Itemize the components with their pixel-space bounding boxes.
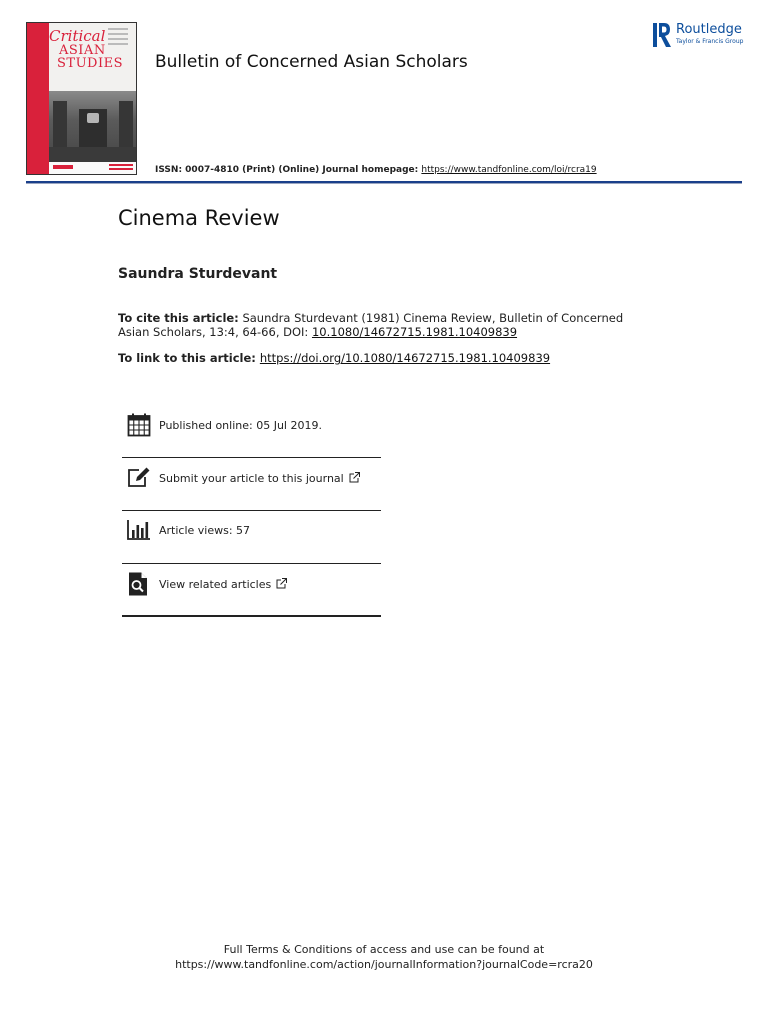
cover-title-line1: Critical (49, 27, 106, 45)
journal-cover (26, 22, 137, 175)
published-online-text: Published online: 05 Jul 2019. (159, 419, 322, 432)
info-divider (122, 563, 381, 564)
info-divider (122, 615, 381, 617)
edit-icon (127, 466, 151, 490)
routledge-r-icon (653, 22, 671, 48)
submit-article-link[interactable] (159, 472, 360, 485)
journal-title: Bulletin of Concerned Asian Scholars (155, 52, 468, 72)
article-doi-link[interactable]: https://doi.org/10.1080/14672715.1981.10409839 (259, 351, 551, 365)
article-views-text: Article views: 57 (159, 524, 251, 537)
external-link-icon (276, 578, 287, 589)
cover-footer (49, 162, 137, 174)
related-articles-link[interactable] (159, 578, 287, 591)
issn-text: ISSN: 0007-4810 (Print) (Online) Journal homepage: (155, 165, 422, 175)
published-online-row (122, 413, 380, 459)
terms-footer-link[interactable]: https://www.tandfonline.com/action/journalInformation?journalCode=rcra20 (175, 958, 593, 971)
issn-line (155, 165, 597, 175)
citation-label: To cite this article: (118, 311, 239, 325)
info-divider (122, 457, 381, 458)
routledge-logo[interactable] (653, 22, 745, 50)
article-author: Saundra Sturdevant (118, 266, 278, 282)
terms-footer (0, 942, 768, 972)
cover-title-line2: ASIAN (59, 43, 106, 58)
cover-title-line3: STUDIES (57, 56, 123, 71)
search-document-icon (127, 572, 151, 596)
related-articles-row[interactable] (122, 572, 380, 618)
bar-chart-icon (127, 518, 151, 542)
citation (118, 311, 648, 339)
submit-article-text: Submit your article to this journal (159, 472, 344, 485)
external-link-icon (349, 472, 360, 483)
article-link-line (118, 351, 550, 365)
cover-photo (49, 91, 137, 163)
journal-homepage-link[interactable]: https://www.tandfonline.com/loi/rcra19 (421, 165, 597, 175)
publisher-subtitle: Taylor & Francis Group (676, 38, 744, 45)
info-divider (122, 510, 381, 511)
article-title: Cinema Review (118, 206, 280, 230)
submit-article-row[interactable] (122, 466, 380, 512)
calendar-icon (127, 413, 151, 437)
article-link-label: To link to this article: (118, 351, 260, 365)
related-articles-text: View related articles (159, 578, 272, 591)
citation-doi-link[interactable]: 10.1080/14672715.1981.10409839 (311, 325, 518, 339)
citation-text: Saundra Sturdevant (1981) Cinema Review, Bulletin of Concerned Asian Scholars, 13:4, 64-66, DOI: (118, 311, 624, 339)
cover-meta-lines (108, 25, 128, 45)
publisher-name: Routledge (676, 22, 742, 37)
cover-red-band (27, 23, 49, 174)
article-views-row (122, 518, 380, 564)
header-divider-shadow (26, 183, 742, 184)
terms-footer-line1: Full Terms & Conditions of access and use can be found at (223, 943, 545, 956)
